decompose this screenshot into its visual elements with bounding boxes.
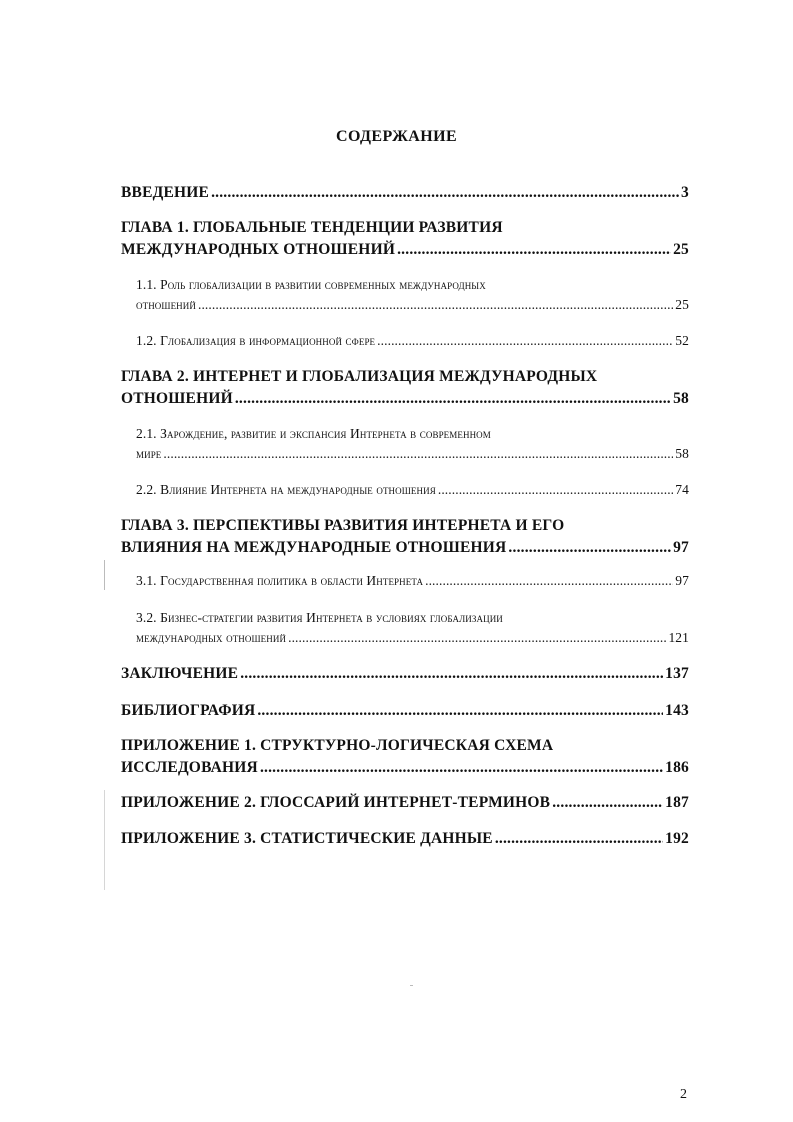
toc-page-number: 25 xyxy=(673,241,689,258)
toc-entry-appendix-3[interactable] xyxy=(121,828,689,850)
dot-leader xyxy=(211,182,679,204)
dot-leader xyxy=(508,537,671,559)
dot-leader xyxy=(240,663,663,685)
dot-leader xyxy=(397,239,671,261)
toc-entry-chapter-3[interactable] xyxy=(121,515,689,559)
toc-entry-appendix-1[interactable] xyxy=(121,735,689,779)
toc-entry-text-line2: ОТНОШЕНИЙ xyxy=(121,390,233,407)
toc-entry-text-line1: ПРИЛОЖЕНИЕ 1. СТРУКТУРНО-ЛОГИЧЕСКАЯ СХЕМА xyxy=(121,737,554,754)
toc-entry-text-line2: отношений xyxy=(136,297,196,312)
toc-entry-text: БИБЛИОГРАФИЯ xyxy=(121,702,256,719)
toc-entry-section-2-2[interactable] xyxy=(136,480,689,500)
toc-entry-text-line2: мире xyxy=(136,446,162,461)
toc-entry-text-line1: ГЛАВА 3. ПЕРСПЕКТИВЫ РАЗВИТИЯ ИНТЕРНЕТА И ЕГО xyxy=(121,517,565,534)
toc-page-number: 74 xyxy=(675,482,689,497)
toc-page-number: 143 xyxy=(665,702,689,719)
toc-entry-section-3-1[interactable] xyxy=(136,571,689,591)
toc-entry-intro[interactable] xyxy=(121,182,689,204)
toc-entry-text: ЗАКЛЮЧЕНИЕ xyxy=(121,665,239,682)
dot-leader xyxy=(438,480,673,500)
toc-page-number: 137 xyxy=(665,665,689,682)
scan-artifact xyxy=(104,560,105,590)
toc-entry-appendix-2[interactable] xyxy=(121,792,689,814)
toc-entry-conclusion[interactable] xyxy=(121,663,689,685)
toc-entry-section-3-2[interactable] xyxy=(136,608,689,648)
toc-page-number: 25 xyxy=(675,297,689,312)
toc-page-number: 97 xyxy=(675,573,689,588)
toc-entry-chapter-1[interactable] xyxy=(121,217,689,261)
toc-entry-text-line2: МЕЖДУНАРОДНЫХ ОТНОШЕНИЙ xyxy=(121,241,396,258)
toc-entry-bibliography[interactable] xyxy=(121,700,689,722)
scan-artifact xyxy=(410,985,413,986)
toc-entry-text-line1: 2.1. Зарождение, развитие и экспансия Интернета в современном xyxy=(136,426,491,441)
toc-page-number: 187 xyxy=(665,794,689,811)
toc-entry-text-line1: ГЛАВА 2. ИНТЕРНЕТ И ГЛОБАЛИЗАЦИЯ МЕЖДУНАРОДНЫХ xyxy=(121,368,598,385)
dot-leader xyxy=(260,757,663,779)
page-number: 2 xyxy=(680,1087,687,1102)
toc-entry-section-2-1[interactable] xyxy=(136,424,689,464)
dot-leader xyxy=(257,700,663,722)
dot-leader xyxy=(495,828,663,850)
toc-entry-text-line1: ГЛАВА 1. ГЛОБАЛЬНЫЕ ТЕНДЕНЦИИ РАЗВИТИЯ xyxy=(121,219,503,236)
page-title: СОДЕРЖАНИЕ xyxy=(335,128,458,145)
dot-leader xyxy=(198,295,673,315)
toc-entry-text: 2.2. Влияние Интернета на международные отношения xyxy=(136,482,436,497)
toc-entry-section-1-1[interactable] xyxy=(136,275,689,315)
toc-entry-text-line2: ВЛИЯНИЯ НА МЕЖДУНАРОДНЫЕ ОТНОШЕНИЯ xyxy=(121,539,507,556)
dot-leader xyxy=(163,444,673,464)
toc-page-number: 121 xyxy=(668,630,689,645)
dot-leader xyxy=(552,792,663,814)
toc-page-number: 3 xyxy=(681,184,689,201)
dot-leader xyxy=(288,628,666,648)
dot-leader xyxy=(235,388,671,410)
toc-entry-text-line2: международных отношений xyxy=(136,630,287,645)
toc-entry-text-line2: ИССЛЕДОВАНИЯ xyxy=(121,759,258,776)
dot-leader xyxy=(425,571,673,591)
toc-page-number: 192 xyxy=(665,830,689,847)
toc-entry-text-line1: 1.1. Роль глобализации в развитии современных международных xyxy=(136,277,486,292)
toc-entry-section-1-2[interactable] xyxy=(136,331,689,351)
toc-entry-text: ПРИЛОЖЕНИЕ 3. СТАТИСТИЧЕСКИЕ ДАННЫЕ xyxy=(121,830,493,847)
toc-page-number: 97 xyxy=(673,539,689,556)
toc-entry-text: 1.2. Глобализация в информационной сфере xyxy=(136,333,376,348)
toc-page-number: 58 xyxy=(675,446,689,461)
toc-entry-text: ПРИЛОЖЕНИЕ 2. ГЛОССАРИЙ ИНТЕРНЕТ-ТЕРМИНОВ xyxy=(121,794,551,811)
toc-entry-text-line1: 3.2. Бизнес-стратегии развития Интернета в условиях глобализации xyxy=(136,610,503,625)
toc-entry-text: ВВЕДЕНИЕ xyxy=(121,184,210,201)
toc-page-number: 58 xyxy=(673,390,689,407)
dot-leader xyxy=(377,331,673,351)
scan-artifact xyxy=(104,790,105,890)
toc-entry-text: 3.1. Государственная политика в области Интернета xyxy=(136,573,424,588)
toc-page-number: 52 xyxy=(675,333,689,348)
toc-page-number: 186 xyxy=(665,759,689,776)
toc-entry-chapter-2[interactable] xyxy=(121,366,689,410)
